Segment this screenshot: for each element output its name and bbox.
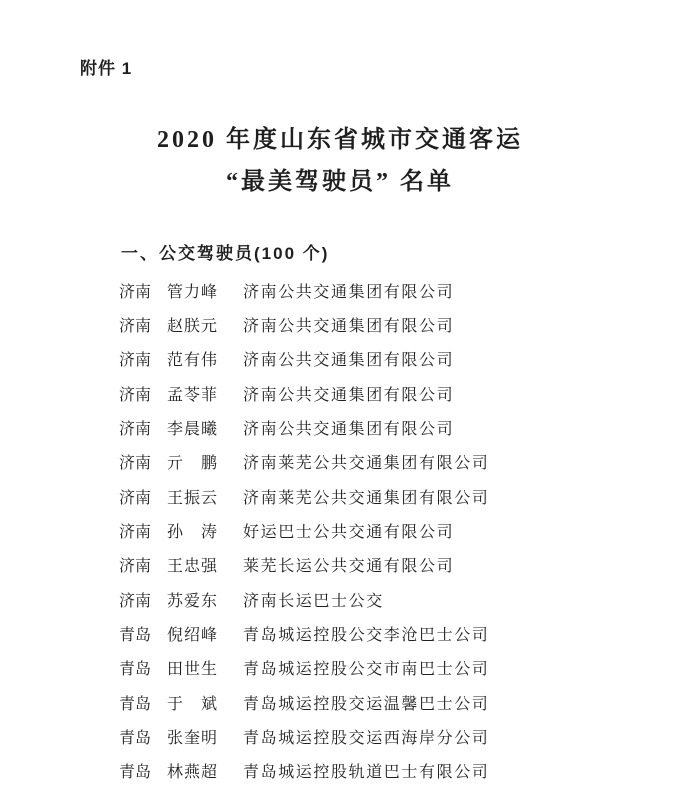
row-company: 好运巴士公共交通有限公司	[243, 524, 455, 542]
row-company: 莱芜长运公共交通有限公司	[243, 558, 455, 576]
driver-row	[119, 651, 489, 685]
row-city: 济南	[119, 386, 152, 404]
row-name: 孟苓菲	[167, 386, 217, 404]
row-name: 田世生	[167, 661, 217, 679]
row-company: 济南公共交通集团有限公司	[243, 421, 455, 439]
document-title-line2: “最美驾驶员” 名单	[226, 169, 454, 195]
row-name: 赵朕元	[167, 318, 217, 336]
row-city: 济南	[119, 283, 152, 301]
row-city: 济南	[119, 558, 152, 576]
row-name: 倪绍峰	[167, 627, 217, 645]
row-company: 青岛城运控股轨道巴士有限公司	[243, 764, 490, 782]
row-company: 青岛城运控股交运西海岸分公司	[243, 730, 490, 748]
row-city: 济南	[119, 352, 152, 370]
row-company: 济南公共交通集团有限公司	[243, 352, 455, 370]
row-city: 济南	[119, 318, 152, 336]
row-name: 于斌	[167, 695, 217, 713]
row-city: 济南	[119, 524, 152, 542]
row-name: 张奎明	[167, 730, 217, 748]
row-company: 青岛城运控股交运温馨巴士公司	[243, 695, 490, 713]
row-name: 孙涛	[167, 524, 217, 542]
driver-row	[119, 685, 489, 719]
driver-row	[119, 616, 489, 650]
document-title-line1: 2020 年度山东省城市交通客运	[157, 127, 523, 153]
driver-row	[119, 548, 489, 582]
driver-list	[119, 273, 489, 788]
driver-row	[119, 719, 489, 753]
row-name: 亓鹏	[167, 455, 217, 473]
driver-row	[119, 273, 489, 307]
row-city: 济南	[119, 455, 152, 473]
row-city: 青岛	[119, 695, 152, 713]
section-header-bus-drivers: 一、公交驾驶员(100 个)	[121, 244, 330, 263]
row-name: 范有伟	[167, 352, 217, 370]
row-company: 济南公共交通集团有限公司	[243, 386, 455, 404]
row-company: 济南公共交通集团有限公司	[243, 283, 455, 301]
document-title	[0, 119, 680, 203]
row-company: 青岛城运控股公交李沧巴士公司	[243, 627, 490, 645]
driver-row	[119, 410, 489, 444]
row-company: 济南公共交通集团有限公司	[243, 318, 455, 336]
row-name: 林燕超	[167, 764, 217, 782]
row-company: 济南长运巴士公交	[243, 592, 384, 610]
row-company: 青岛城运控股公交市南巴士公司	[243, 661, 490, 679]
row-name: 苏爱东	[167, 592, 217, 610]
row-name: 王忠强	[167, 558, 217, 576]
driver-row	[119, 479, 489, 513]
row-name: 管力峰	[167, 283, 217, 301]
row-city: 济南	[119, 421, 152, 439]
driver-row	[119, 342, 489, 376]
driver-row	[119, 376, 489, 410]
row-company: 济南莱芜公共交通集团有限公司	[243, 489, 490, 507]
row-city: 青岛	[119, 764, 152, 782]
row-name: 王振云	[167, 489, 217, 507]
row-city: 济南	[119, 489, 152, 507]
driver-row	[119, 513, 489, 547]
row-city: 济南	[119, 592, 152, 610]
driver-row	[119, 445, 489, 479]
row-city: 青岛	[119, 730, 152, 748]
attachment-label: 附件 1	[80, 59, 133, 78]
driver-row	[119, 307, 489, 341]
row-city: 青岛	[119, 661, 152, 679]
row-city: 青岛	[119, 627, 152, 645]
driver-row	[119, 582, 489, 616]
driver-row	[119, 754, 489, 788]
row-company: 济南莱芜公共交通集团有限公司	[243, 455, 490, 473]
row-name: 李晨曦	[167, 421, 217, 439]
